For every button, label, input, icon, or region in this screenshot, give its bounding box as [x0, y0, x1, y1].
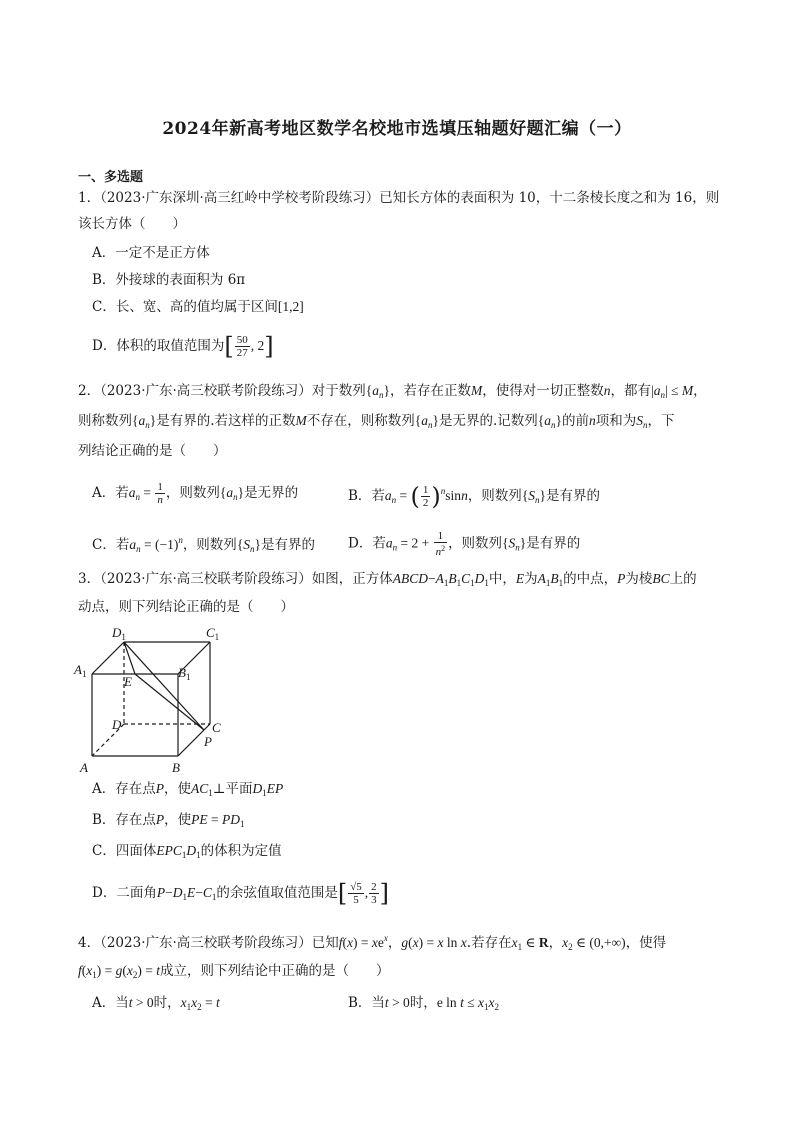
q3-stem-line2: 动点，则下列结论正确的是（ ）: [78, 599, 294, 615]
q1-option-a: A．一定不是正方体: [92, 245, 210, 261]
q1-option-c: C．长、宽、高的值均属于区间[1,2]: [92, 299, 304, 315]
label-B1: $B_1$: [178, 665, 191, 682]
document-title: 2024年新高考地区数学名校地市选填压轴题好题汇编（一）: [162, 119, 632, 139]
label-D: D: [112, 717, 122, 732]
label-D1: $D_1$: [112, 625, 126, 642]
q2-option-b: B．若$a_n$ = ( $\frac{1}{2}$ )$^n$sinn，则数列$\{S_n\}$是有界的: [348, 482, 601, 511]
q1-stem-line1: 1．（2023·广东深圳·高三红岭中学校考阶段练习）已知长方体的表面积为 10，十二条棱长度之和为 16，则: [78, 190, 720, 206]
q3-option-d: D．二面角$P-D_1E-C_1$的余弦值取值范围是[ $\frac{√5}{5}$ , $\frac{2}{3}$ ]: [92, 879, 390, 908]
q3-option-a: A．存在点P，使$AC_1\perp$平面$D_1EP$: [92, 781, 284, 798]
q2-option-c: C．若$a_n = (-1)^n$，则数列$\{S_n\}$是有界的: [92, 535, 316, 554]
q2-option-d: D．若$a_n = 2$ + $\frac{1}{n^2}$ ，则数列$\{S_n\}$是有界的: [348, 530, 581, 558]
cube-figure: [72, 620, 242, 776]
label-E: E: [124, 674, 132, 689]
q2-option-a: A．若$a_n$ = $\frac{1}{n}$ ，则数列$\{a_n\}$是无界的: [92, 481, 299, 506]
q2-stem-line1: 2．（2023·广东·高三校联考阶段练习）对于数列$\{a_n\}$，若存在正数M，使得对一切正整数n，都有$|a_n| \le M$，: [78, 383, 707, 400]
q3-option-c: C．四面体$EPC_1D_1$的体积为定值: [92, 843, 282, 860]
label-A: A: [80, 760, 88, 775]
q2-stem-line2: 则称数列$\{a_n\}$是有界的.若这样的正数M不存在，则称数列$\{a_n\}$是无界的.记数列$\{a_n\}$的前n项和为$S_n$，下: [78, 413, 675, 430]
label-C1: $C_1$: [206, 625, 220, 642]
label-A1: $A_1$: [74, 662, 87, 679]
q4-stem-line2: $f(x_1) = g(x_2) = t$成立，则下列结论中正确的是（ ）: [78, 963, 390, 980]
q1-option-d: D．体积的取值范围为[ $\frac{50}{27}$ , 2]: [92, 332, 274, 361]
label-P: P: [204, 734, 212, 749]
label-C: C: [212, 720, 221, 735]
q2-stem-line3: 列结论正确的是（ ）: [78, 443, 227, 459]
section-heading: 一、多选题: [78, 170, 144, 185]
q4-stem-line1: 4．（2023·广东·高三校联考阶段练习）已知$f(x) = xe^x$，g(x) = x ln x.若存在$x_1$ ∈ R，$x_2$ ∈ (0,+∞)，使得: [78, 933, 667, 952]
q4-option-b: B．当t > 0时，e $\ln t \le x_1x_2$: [348, 995, 499, 1012]
q1-stem-line2: 该长方体（ ）: [78, 216, 186, 232]
label-B: B: [172, 760, 180, 775]
q3-option-b: B．存在点P，使PE = $PD_1$: [92, 812, 245, 829]
q1-option-b: B．外接球的表面积为 6π: [92, 272, 246, 288]
q3-stem-line1: 3．（2023·广东·高三校联考阶段练习）如图，正方体$ABCD-A_1B_1C_1D_1$中，E为$A_1B_1$的中点，P为棱BC上的: [78, 571, 697, 588]
q4-option-a: A．当t > 0时，$x_1x_2 = t$: [92, 995, 220, 1012]
